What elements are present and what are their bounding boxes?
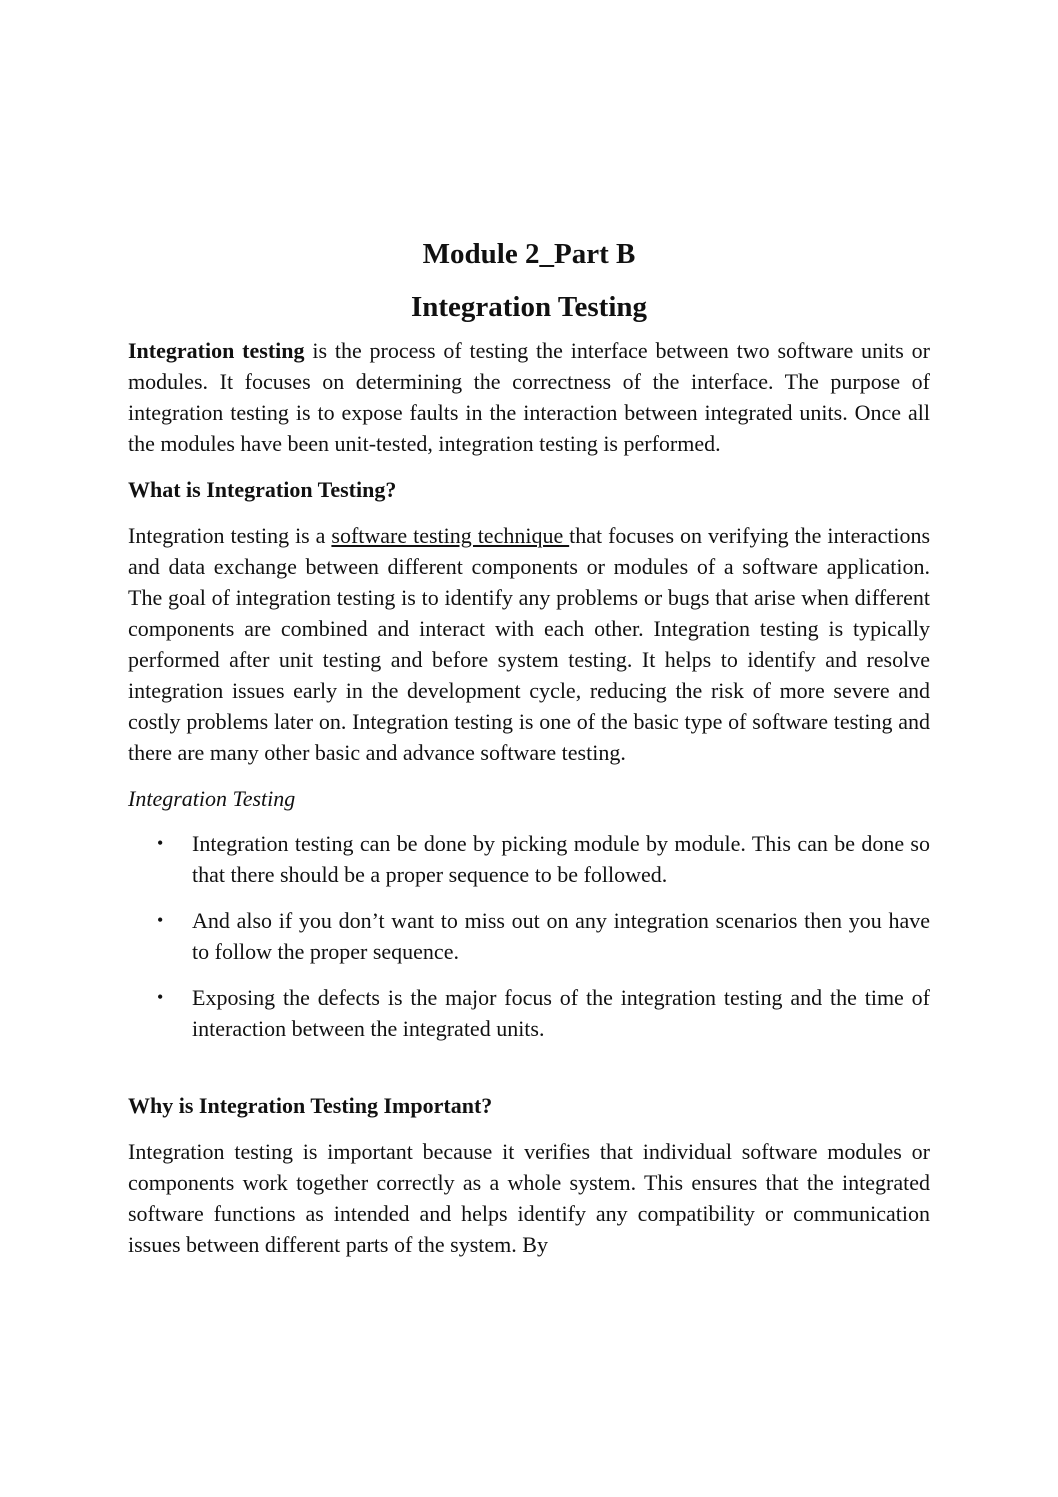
document-subtitle: Integration Testing <box>410 291 648 323</box>
bullet-icon: • <box>157 987 164 1007</box>
what-is-text-end: that focuses on verifying the interactions and data exchange between different components or modules of a software application. The goal of integration testing is to identify any problems or bugs that arise when different components are combined and interact with each other. Integration testing is typically performed after unit testing and before system testing. It helps to identify and resolve integration issues early in the development cycle, reducing the risk of more severe and costly problems later on. Integration testing is one of the basic type of software testing and there are many other basic and advance software testing. <box>128 523 931 765</box>
bullet-list <box>128 828 930 1044</box>
intro-bold-lead: Integration testing <box>128 338 305 363</box>
section-heading-what-is: What is Integration Testing? <box>128 477 397 502</box>
what-is-text-start: Integration testing is a <box>128 523 332 548</box>
what-is-paragraph <box>128 520 930 768</box>
list-item-text: Exposing the defects is the major focus of the integration testing and the time of interaction between the integrated units. <box>192 985 930 1041</box>
software-testing-technique-link[interactable]: software testing technique <box>331 523 570 548</box>
why-important-paragraph: Integration testing is important because it verifies that individual software modules or components work together correctly as a whole system. This ensures that the integrated software functions as intended and helps identify any compatibility or communication issues between different parts of the system. By <box>128 1139 930 1257</box>
bullet-icon: • <box>157 833 164 853</box>
intro-text: is the process of testing the interface between two software units or modules. It focuses on determining the correctness of the interface. The purpose of integration testing is to expose faults in the interaction between integrated units. Once all the modules have been unit-tested, integration testing is performed. <box>128 338 931 456</box>
list-item-text: And also if you don’t want to miss out on any integration scenarios then you have to follow the proper sequence. <box>192 908 930 964</box>
list-item-text: Integration testing can be done by picking module by module. This can be done so that there should be a proper sequence to be followed. <box>192 831 930 887</box>
section-heading-why-important: Why is Integration Testing Important? <box>128 1093 493 1118</box>
intro-paragraph <box>128 335 930 459</box>
list-item <box>128 982 930 1044</box>
italic-label: Integration Testing <box>128 786 296 811</box>
list-item <box>128 905 930 967</box>
document-page <box>128 232 930 1260</box>
document-title: Module 2_Part B <box>422 238 636 270</box>
bullet-icon: • <box>157 910 164 930</box>
list-item <box>128 828 930 890</box>
